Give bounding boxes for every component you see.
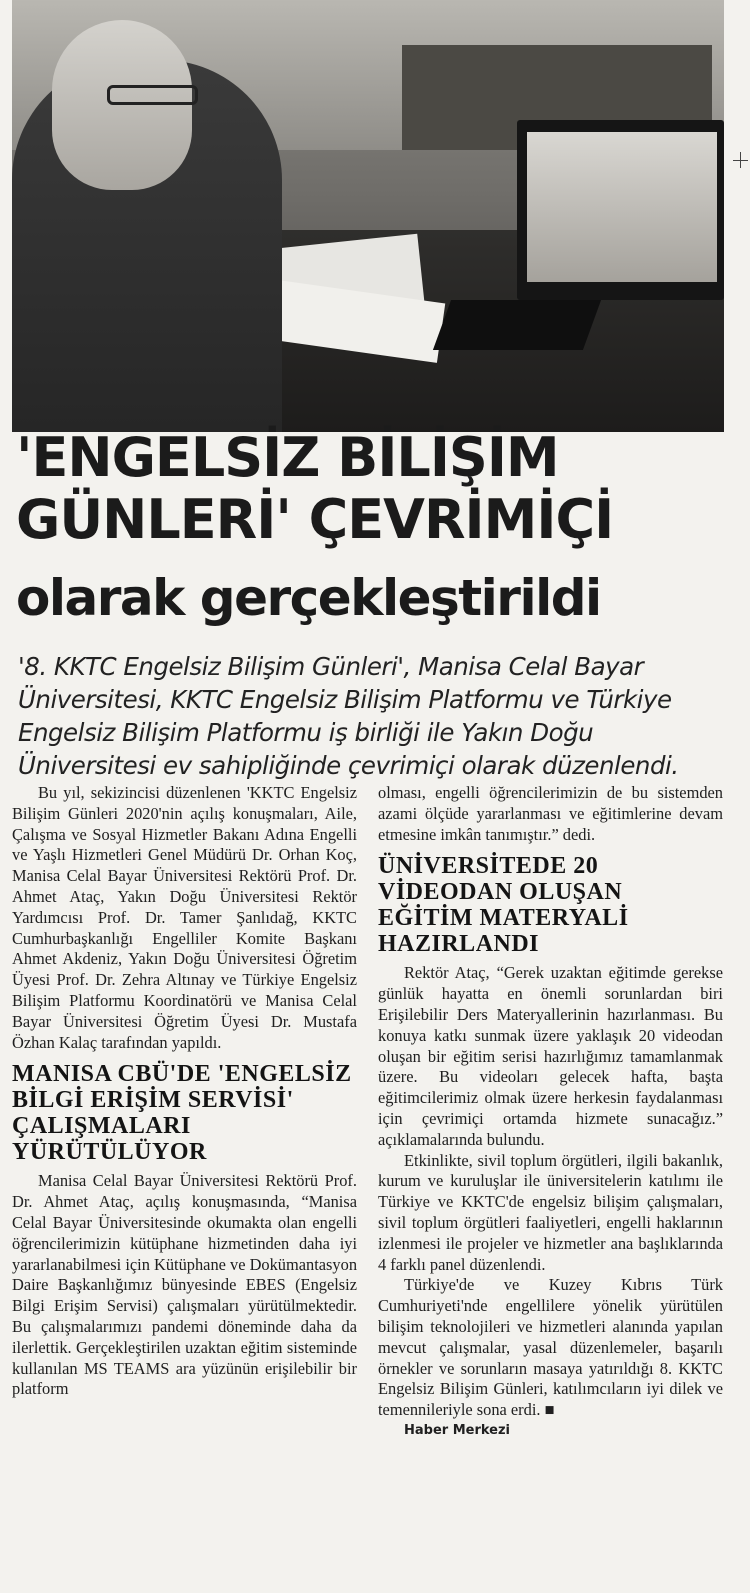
headline-line-3: olarak gerçekleştirildi: [16, 569, 601, 627]
paragraph: Manisa Celal Bayar Üniversitesi Rektörü Prof. Dr. Ahmet Ataç, açılış konuşmasında, “Manisa Celal Bayar Üniversitesinde okumakta olan engelli öğrencilerimizin kütüphane hizmetinden daha iyi yararlanabilmesi için Kütüphane ve Dokümantasyon Daire Başkanlığımız bünyesinde EBES (Engelsiz Bilgi Erişim Servisi) çalışmaları yürütülmektedir. Bu çalışmalarımızı pandemi döneminde daha da ilerlettik. Gerçekleştirilen uzaktan eğitim sisteminde kullanılan MS TEAMS ara yüzünün erişilebilir bir platform: [12, 1171, 358, 1399]
photo-glasses: [107, 85, 198, 105]
paragraph: Bu yıl, sekizincisi düzenlenen 'KKTC Engelsiz Bilişim Günleri 2020'nin açılış konuşmaları, Aile, Çalışma ve Sosyal Hizmetler Bakanı Adına Engelli ve Yaşlı Hizmetleri Genel Müdürü Dr. Orhan Koç, Manisa Celal Bayar Üniversitesi Rektörü Prof. Dr. Ahmet Ataç, Yakın Doğu Üniversitesi Rektör Yardımcısı Prof. Dr. Tamer Şanlıdağ, KKTC Cumhurbaşkanlığı Engelliler Komite Başkanı Ahmet Akdeniz, Yakın Doğu Üniversitesi Öğretim Üyesi Prof. Dr. Zehra Altınay ve Türkiye Engelsiz Bilişim Platformu Koordinatörü ve Manisa Celal Bayar Üniversitesi Öğretim Üyesi Dr. Mustafa Özhan Kalaç tarafından yapıldı.: [12, 783, 357, 1052]
left-column: [12, 783, 357, 1400]
crop-mark: [740, 152, 741, 168]
paragraph: Türkiye'de ve Kuzey Kıbrıs Türk Cumhuriyeti'nde engellilere yönelik yürütülen bilişim teknolojileri ve hizmetleri alanında yapılan mevcut çalışmalar, yasal düzenlemeler, başarılı örnekler ve sorunların masaya yatırıldığı 8. KKTC Engelsiz Bilişim Günleri, katılımcıların iyi dilek ve temennileriyle sona erdi. ■: [378, 1275, 723, 1420]
photo-person-head: [52, 20, 192, 190]
right-column: [378, 783, 723, 1442]
headline-line-1: 'ENGELSİZ BİLİŞİM: [16, 426, 559, 489]
paragraph: Rektör Ataç, “Gerek uzaktan eğitimde gerekse günlük hayatta en önemli sorunlardan biri Erişilebilir Ders Materyallerinin hazırlanması. Bu konuya katkı sunmak üzere yaklaşık 20 videodan oluşan bir eğitim serisi hazırlığımız tamamlanmak üzere. Bu videoları gelecek hafta, başta eğitimcilerimiz olmak üzere herkesin faydalanması için çevrimiçi ortamda hizmete sunacağız.” açıklamalarında bulundu.: [378, 963, 723, 1149]
paragraph: olması, engelli öğrencilerimizin de bu sistemden azami ölçüde yararlanması ve eğitimlerine devam etmesine imkân tanımıştır.” dedi.: [378, 783, 723, 844]
photo-keyboard: [433, 300, 601, 350]
byline: Haber Merkezi: [404, 1422, 511, 1438]
paragraph: Etkinlikte, sivil toplum örgütleri, ilgili bakanlık, kurum ve kuruluşlar ile üniversitelerin katılımı ile Türkiye ve KKTC'de engelsiz bilişim çalışmaları, sivil toplum örgütleri faaliyetleri, engelli haklarının izlenmesi ile projeler ve hizmetler ana başlıklarında 4 farklı panel düzenlendi.: [378, 1150, 723, 1274]
subheading: MANISA CBÜ'DE 'ENGELSİZ BİLGİ ERİŞİM SERVİSİ' ÇALIŞMALARI YÜRÜTÜLÜYOR: [12, 1061, 352, 1166]
article-photo: [12, 0, 724, 432]
headline-line-2: GÜNLERİ' ÇEVRİMİÇİ: [16, 488, 614, 551]
subheading: ÜNİVERSİTEDE 20 VİDEODAN OLUŞAN EĞİTİM MATERYALİ HAZIRLANDI: [378, 853, 629, 958]
article-deck: '8. KKTC Engelsiz Bilişim Günleri', Manisa Celal Bayar Üniversitesi, KKTC Engelsiz Bilişim Platformu ve Türkiye Engelsiz Bilişim Platformu iş birliği ile Yakın Doğu Üniversitesi ev sahipliğinde çevrimiçi olarak düzenlendi.: [18, 652, 679, 780]
photo-screen: [527, 132, 717, 282]
